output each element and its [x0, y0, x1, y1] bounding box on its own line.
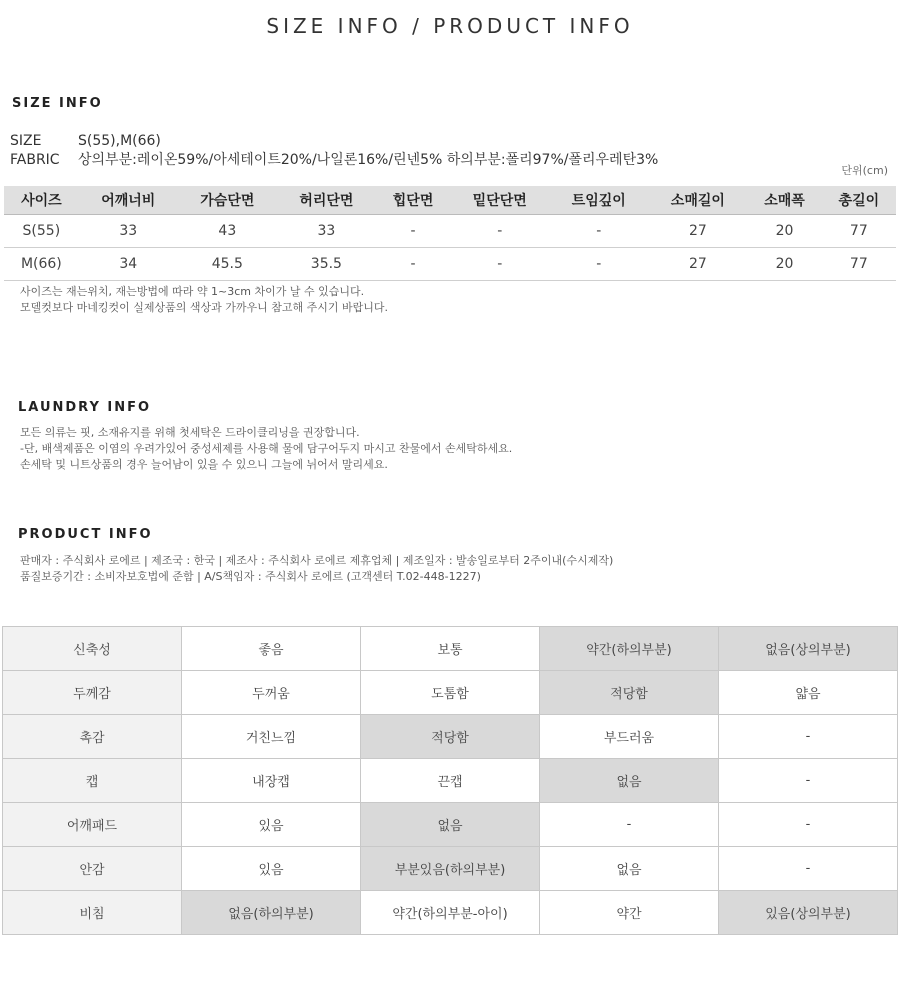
property-option: 거친느낌 — [182, 715, 361, 759]
size-column-header: 소매길이 — [648, 186, 747, 214]
fabric-label: FABRIC — [10, 152, 60, 168]
property-name: 촉감 — [3, 715, 182, 759]
property-option: - — [719, 847, 898, 891]
property-row — [3, 627, 898, 671]
size-column-header: 트임깊이 — [549, 186, 648, 214]
property-option: 두꺼움 — [182, 671, 361, 715]
size-line — [10, 133, 161, 149]
property-name: 비침 — [3, 891, 182, 935]
size-table-header — [4, 186, 896, 214]
laundry-info-heading: LAUNDRY INFO — [18, 400, 152, 415]
laundry-notes — [20, 425, 512, 473]
property-option: 약간(하의부분) — [540, 627, 719, 671]
property-option: 부드러움 — [540, 715, 719, 759]
fabric-line — [10, 149, 658, 169]
table-cell: M(66) — [4, 247, 79, 280]
table-cell: 33 — [277, 214, 376, 247]
table-cell: - — [376, 214, 450, 247]
table-cell: S(55) — [4, 214, 79, 247]
property-name: 신축성 — [3, 627, 182, 671]
size-column-header: 어깨너비 — [79, 186, 178, 214]
table-cell: 20 — [747, 214, 821, 247]
size-value: S(55),M(66) — [78, 133, 161, 149]
property-option: 부분있음(하의부분) — [361, 847, 540, 891]
table-cell: 77 — [822, 247, 896, 280]
property-option: 적당함 — [540, 671, 719, 715]
table-cell: 27 — [648, 247, 747, 280]
size-column-header: 힙단면 — [376, 186, 450, 214]
property-option: 좋음 — [182, 627, 361, 671]
property-row — [3, 803, 898, 847]
property-row — [3, 759, 898, 803]
property-option: - — [719, 715, 898, 759]
property-option: - — [540, 803, 719, 847]
property-option: 있음(상의부분) — [719, 891, 898, 935]
property-name: 안감 — [3, 847, 182, 891]
laundry-line: -단, 배색제품은 이염의 우려가있어 중성세제를 사용해 물에 담구어두지 마시고 찬물에서 손세탁하세요. — [20, 442, 513, 455]
property-name: 캡 — [3, 759, 182, 803]
table-cell: 43 — [178, 214, 277, 247]
property-option: 없음(상의부분) — [719, 627, 898, 671]
property-row — [3, 671, 898, 715]
product-notes — [20, 553, 613, 585]
property-option: - — [719, 803, 898, 847]
size-column-header: 가슴단면 — [178, 186, 277, 214]
product-info-heading: PRODUCT INFO — [18, 527, 153, 542]
size-column-header: 밑단단면 — [450, 186, 549, 214]
property-option: 끈캡 — [361, 759, 540, 803]
laundry-line: 손세탁 및 니트상품의 경우 늘어남이 있을 수 있으니 그늘에 뉘어서 말리세요. — [20, 458, 388, 471]
property-row — [3, 891, 898, 935]
property-option: - — [719, 759, 898, 803]
table-cell: - — [549, 214, 648, 247]
property-option: 도톰함 — [361, 671, 540, 715]
product-line: 품질보증기간 : 소비자보호법에 준함 | A/S책임자 : 주식회사 로에르 (고객센터 T.02-448-1227) — [20, 570, 481, 583]
property-option: 없음 — [540, 759, 719, 803]
table-cell: - — [376, 247, 450, 280]
property-option: 없음(하의부분) — [182, 891, 361, 935]
size-table-body — [4, 214, 896, 280]
property-option: 얇음 — [719, 671, 898, 715]
property-option: 내장캡 — [182, 759, 361, 803]
size-info-heading: SIZE INFO — [12, 96, 103, 111]
fabric-value: 상의부분:레이온59%/아세테이트20%/나일론16%/린넨5% 하의부분:폴리97%/폴리우레탄3% — [78, 152, 659, 168]
property-name: 두께감 — [3, 671, 182, 715]
table-cell: 20 — [747, 247, 821, 280]
property-option: 약간 — [540, 891, 719, 935]
unit-label: 단위(cm) — [841, 164, 888, 177]
property-name: 어깨패드 — [3, 803, 182, 847]
table-cell: - — [450, 247, 549, 280]
laundry-line: 모든 의류는 핏, 소재유지를 위해 첫세탁은 드라이클리닝을 권장합니다. — [20, 426, 360, 439]
table-row — [4, 214, 896, 247]
table-cell: 77 — [822, 214, 896, 247]
size-notes — [20, 284, 388, 316]
size-note: 모델컷보다 마네킹컷이 실제상품의 색상과 가까우니 참고해 주시기 바랍니다. — [20, 301, 389, 314]
property-option: 있음 — [182, 803, 361, 847]
table-cell: 34 — [79, 247, 178, 280]
table-cell: 45.5 — [178, 247, 277, 280]
property-row — [3, 847, 898, 891]
table-cell: 35.5 — [277, 247, 376, 280]
page-title: SIZE INFO / PRODUCT INFO — [266, 14, 634, 38]
product-line: 판매자 : 주식회사 로에르 | 제조국 : 한국 | 제조사 : 주식회사 로에르 제휴업체 | 제조일자 : 발송일로부터 2주이내(수시제작) — [20, 554, 614, 567]
property-option: 적당함 — [361, 715, 540, 759]
property-option: 있음 — [182, 847, 361, 891]
property-option: 없음 — [361, 803, 540, 847]
size-label: SIZE — [10, 133, 42, 149]
table-cell: - — [549, 247, 648, 280]
property-option: 없음 — [540, 847, 719, 891]
property-option: 보통 — [361, 627, 540, 671]
size-column-header: 소매폭 — [747, 186, 821, 214]
property-option: 약간(하의부분-아이) — [361, 891, 540, 935]
table-row — [4, 247, 896, 280]
table-cell: 33 — [79, 214, 178, 247]
table-cell: 27 — [648, 214, 747, 247]
size-column-header: 허리단면 — [277, 186, 376, 214]
size-column-header: 총길이 — [822, 186, 896, 214]
size-table — [4, 186, 896, 281]
table-cell: - — [450, 214, 549, 247]
property-table — [2, 626, 898, 935]
property-row — [3, 715, 898, 759]
size-note: 사이즈는 재는위치, 재는방법에 따라 약 1~3cm 차이가 날 수 있습니다. — [20, 285, 365, 298]
property-table-body — [3, 627, 898, 935]
size-column-header: 사이즈 — [4, 186, 79, 214]
